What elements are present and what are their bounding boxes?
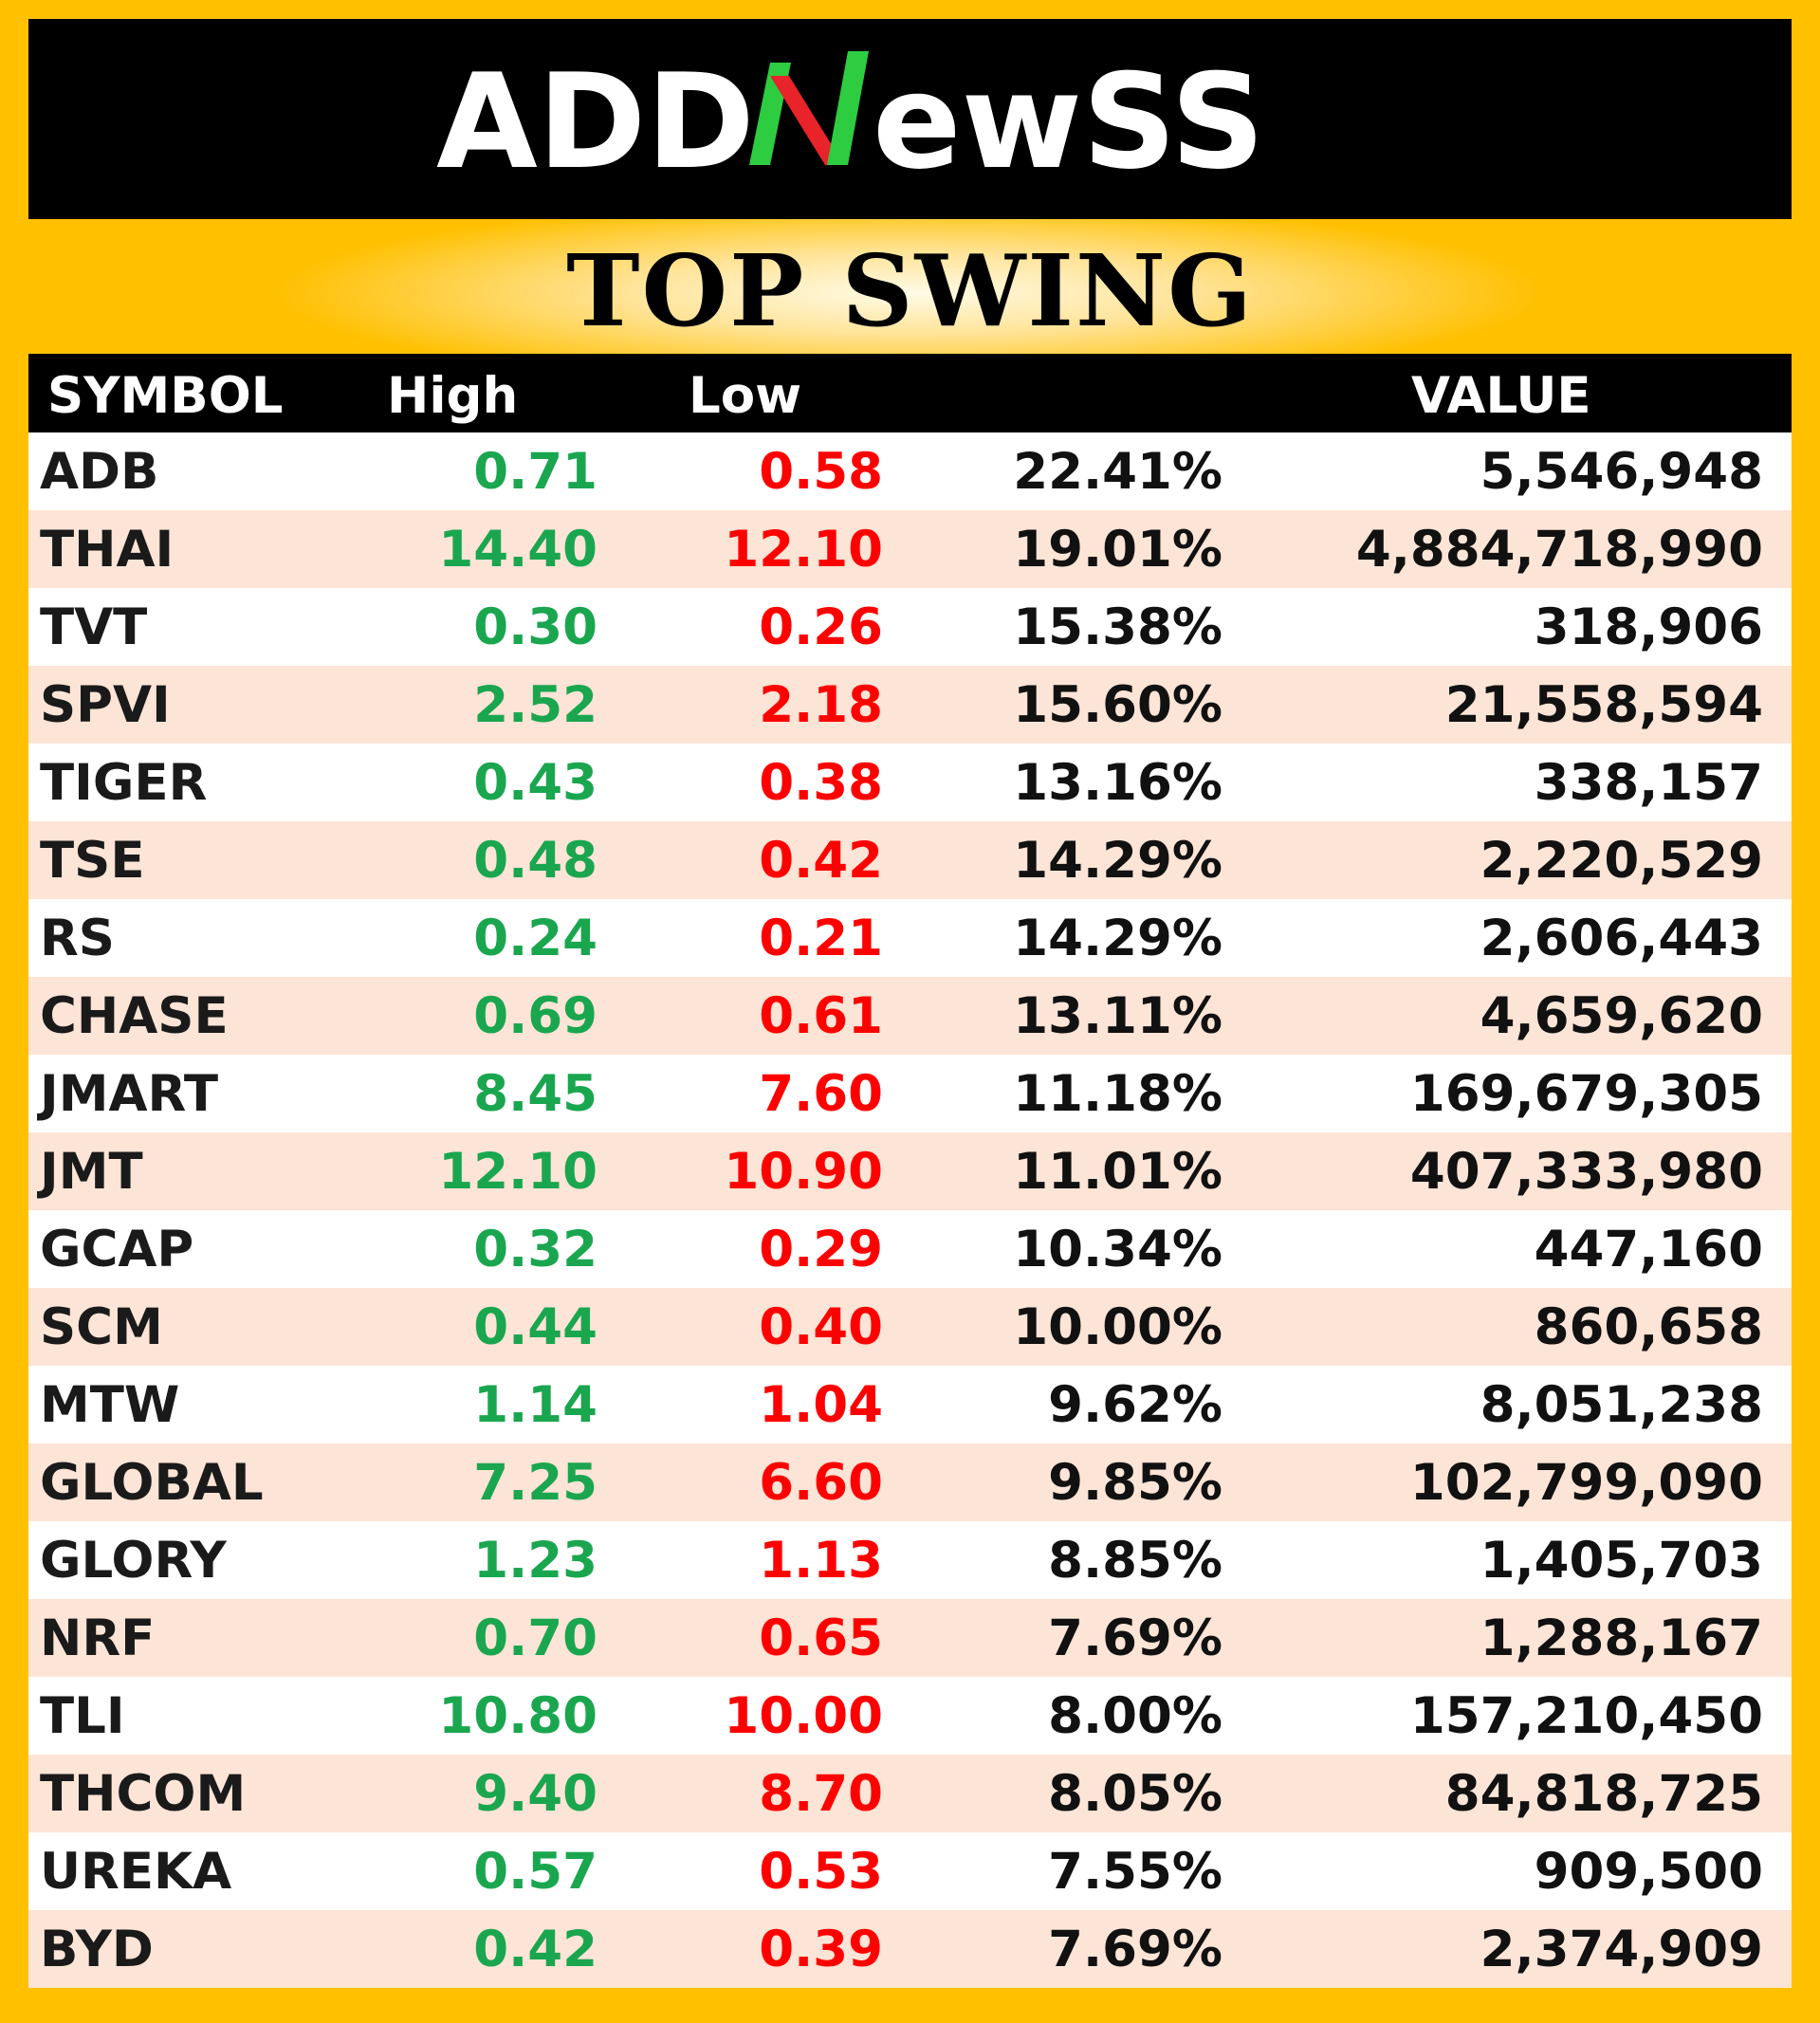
cell-high: 9.40 xyxy=(473,1765,597,1823)
cell-pct: 9.62% xyxy=(1048,1376,1223,1434)
table-row xyxy=(28,899,1792,977)
cell-high: 0.30 xyxy=(473,598,597,656)
cell-low: 0.65 xyxy=(759,1609,883,1667)
cell-symbol: TVT xyxy=(40,598,148,656)
cell-high: 0.43 xyxy=(473,754,597,812)
cell-value: 338,157 xyxy=(1534,754,1763,812)
cell-low: 10.00 xyxy=(724,1687,883,1745)
cell-symbol: UREKA xyxy=(40,1843,232,1901)
cell-symbol: TLI xyxy=(40,1687,125,1745)
cell-value: 1,288,167 xyxy=(1480,1609,1763,1667)
cell-value: 5,546,948 xyxy=(1480,443,1763,501)
cell-symbol: MTW xyxy=(40,1376,180,1434)
cell-low: 8.70 xyxy=(759,1765,883,1823)
cell-symbol: ADB xyxy=(40,443,159,501)
logo-suffix-text: ewSS xyxy=(872,45,1265,198)
logo-n-mark-icon xyxy=(749,51,869,165)
cell-low: 0.38 xyxy=(759,754,883,812)
cell-value: 102,799,090 xyxy=(1409,1454,1763,1512)
cell-value: 2,220,529 xyxy=(1480,832,1763,890)
table-row xyxy=(28,1521,1792,1599)
cell-value: 84,818,725 xyxy=(1444,1765,1763,1823)
logo-bar xyxy=(28,19,1792,219)
cell-high: 0.71 xyxy=(473,443,597,501)
cell-symbol: TIGER xyxy=(40,754,208,812)
table-row xyxy=(28,1599,1792,1677)
cell-symbol: BYD xyxy=(40,1921,154,1978)
cell-high: 8.45 xyxy=(473,1065,597,1123)
cell-symbol: THCOM xyxy=(40,1765,247,1823)
cell-symbol: SCM xyxy=(40,1298,163,1356)
table-row xyxy=(28,977,1792,1055)
cell-high: 14.40 xyxy=(438,521,597,579)
cell-low: 0.29 xyxy=(759,1221,883,1278)
cell-high: 2.52 xyxy=(473,676,597,734)
cell-symbol: RS xyxy=(40,910,115,967)
title-band xyxy=(28,219,1792,354)
cell-symbol: GLORY xyxy=(40,1532,227,1590)
cell-high: 1.23 xyxy=(473,1532,597,1590)
header-value: VALUE xyxy=(1411,367,1591,425)
cell-value: 4,659,620 xyxy=(1480,987,1763,1045)
cell-low: 0.26 xyxy=(759,598,883,656)
cell-value: 157,210,450 xyxy=(1409,1687,1763,1745)
header-high: High xyxy=(387,367,519,425)
cell-low: 0.53 xyxy=(759,1843,883,1901)
cell-symbol: NRF xyxy=(40,1609,156,1667)
cell-value: 318,906 xyxy=(1534,598,1763,656)
cell-value: 447,160 xyxy=(1534,1221,1763,1278)
cell-pct: 14.29% xyxy=(1013,910,1223,967)
cell-value: 4,884,718,990 xyxy=(1355,521,1763,579)
cell-low: 10.90 xyxy=(724,1143,883,1201)
table-row xyxy=(28,1677,1792,1755)
cell-value: 2,606,443 xyxy=(1480,910,1763,967)
table-row xyxy=(28,1055,1792,1132)
cell-symbol: CHASE xyxy=(40,987,229,1045)
cell-low: 7.60 xyxy=(759,1065,883,1123)
cell-pct: 15.60% xyxy=(1013,676,1223,734)
cell-low: 0.42 xyxy=(759,832,883,890)
cell-low: 1.13 xyxy=(759,1532,883,1590)
cell-symbol: TSE xyxy=(40,832,145,890)
cell-pct: 8.85% xyxy=(1048,1532,1223,1590)
cell-value: 169,679,305 xyxy=(1409,1065,1763,1123)
cell-value: 1,405,703 xyxy=(1480,1532,1763,1590)
table-row xyxy=(28,1444,1792,1521)
swing-table xyxy=(28,354,1792,1988)
cell-value: 2,374,909 xyxy=(1480,1921,1763,1978)
cell-pct: 7.69% xyxy=(1048,1609,1223,1667)
cell-symbol: GLOBAL xyxy=(40,1454,264,1512)
cell-pct: 13.16% xyxy=(1013,754,1223,812)
cell-pct: 22.41% xyxy=(1013,443,1223,501)
cell-high: 0.69 xyxy=(473,987,597,1045)
cell-symbol: JMART xyxy=(40,1065,219,1123)
cell-low: 1.04 xyxy=(759,1376,883,1434)
table-row xyxy=(28,1132,1792,1210)
header-symbol: SYMBOL xyxy=(47,367,284,425)
cell-low: 6.60 xyxy=(759,1454,883,1512)
cell-value: 407,333,980 xyxy=(1409,1143,1763,1201)
table-row xyxy=(28,1832,1792,1910)
cell-high: 0.42 xyxy=(473,1921,597,1978)
cell-high: 0.70 xyxy=(473,1609,597,1667)
cell-high: 0.44 xyxy=(473,1298,597,1356)
table-row xyxy=(28,821,1792,899)
cell-high: 0.32 xyxy=(473,1221,597,1278)
cell-symbol: GCAP xyxy=(40,1221,194,1278)
cell-high: 12.10 xyxy=(438,1143,597,1201)
table-body xyxy=(28,432,1792,1988)
header-low: Low xyxy=(689,367,802,425)
cell-pct: 7.55% xyxy=(1048,1843,1223,1901)
cell-value: 860,658 xyxy=(1534,1298,1763,1356)
cell-pct: 8.00% xyxy=(1048,1687,1223,1745)
cell-high: 0.48 xyxy=(473,832,597,890)
cell-value: 8,051,238 xyxy=(1480,1376,1763,1434)
table-row xyxy=(28,588,1792,666)
logo-prefix-text: ADD xyxy=(435,45,755,198)
cell-low: 0.21 xyxy=(759,910,883,967)
cell-low: 0.61 xyxy=(759,987,883,1045)
cell-pct: 15.38% xyxy=(1013,598,1223,656)
cell-high: 0.57 xyxy=(473,1843,597,1901)
cell-low: 12.10 xyxy=(724,521,883,579)
table-row xyxy=(28,1755,1792,1832)
table-row xyxy=(28,666,1792,744)
cell-high: 0.24 xyxy=(473,910,597,967)
cell-pct: 11.01% xyxy=(1013,1143,1223,1201)
cell-low: 0.39 xyxy=(759,1921,883,1978)
cell-low: 0.58 xyxy=(759,443,883,501)
cell-pct: 7.69% xyxy=(1048,1921,1223,1978)
cell-pct: 19.01% xyxy=(1013,521,1223,579)
cell-pct: 9.85% xyxy=(1048,1454,1223,1512)
cell-symbol: JMT xyxy=(40,1143,143,1201)
cell-pct: 11.18% xyxy=(1013,1065,1223,1123)
cell-pct: 14.29% xyxy=(1013,832,1223,890)
table-row xyxy=(28,744,1792,821)
cell-symbol: SPVI xyxy=(40,676,171,734)
table-header xyxy=(28,354,1792,432)
cell-value: 21,558,594 xyxy=(1444,676,1763,734)
table-row xyxy=(28,1910,1792,1988)
cell-pct: 13.11% xyxy=(1013,987,1223,1045)
brand-logo xyxy=(436,34,1385,205)
cell-value: 909,500 xyxy=(1534,1843,1763,1901)
table-row xyxy=(28,510,1792,588)
table-row xyxy=(28,1288,1792,1366)
cell-pct: 8.05% xyxy=(1048,1765,1223,1823)
cell-high: 7.25 xyxy=(473,1454,597,1512)
cell-low: 0.40 xyxy=(759,1298,883,1356)
cell-pct: 10.34% xyxy=(1013,1221,1223,1278)
table-row xyxy=(28,432,1792,510)
cell-pct: 10.00% xyxy=(1013,1298,1223,1356)
page-title: TOP SWING xyxy=(566,232,1254,349)
cell-high: 1.14 xyxy=(473,1376,597,1434)
table-row xyxy=(28,1210,1792,1288)
table-row xyxy=(28,1366,1792,1444)
cell-high: 10.80 xyxy=(438,1687,597,1745)
cell-low: 2.18 xyxy=(759,676,883,734)
cell-symbol: THAI xyxy=(40,521,175,579)
